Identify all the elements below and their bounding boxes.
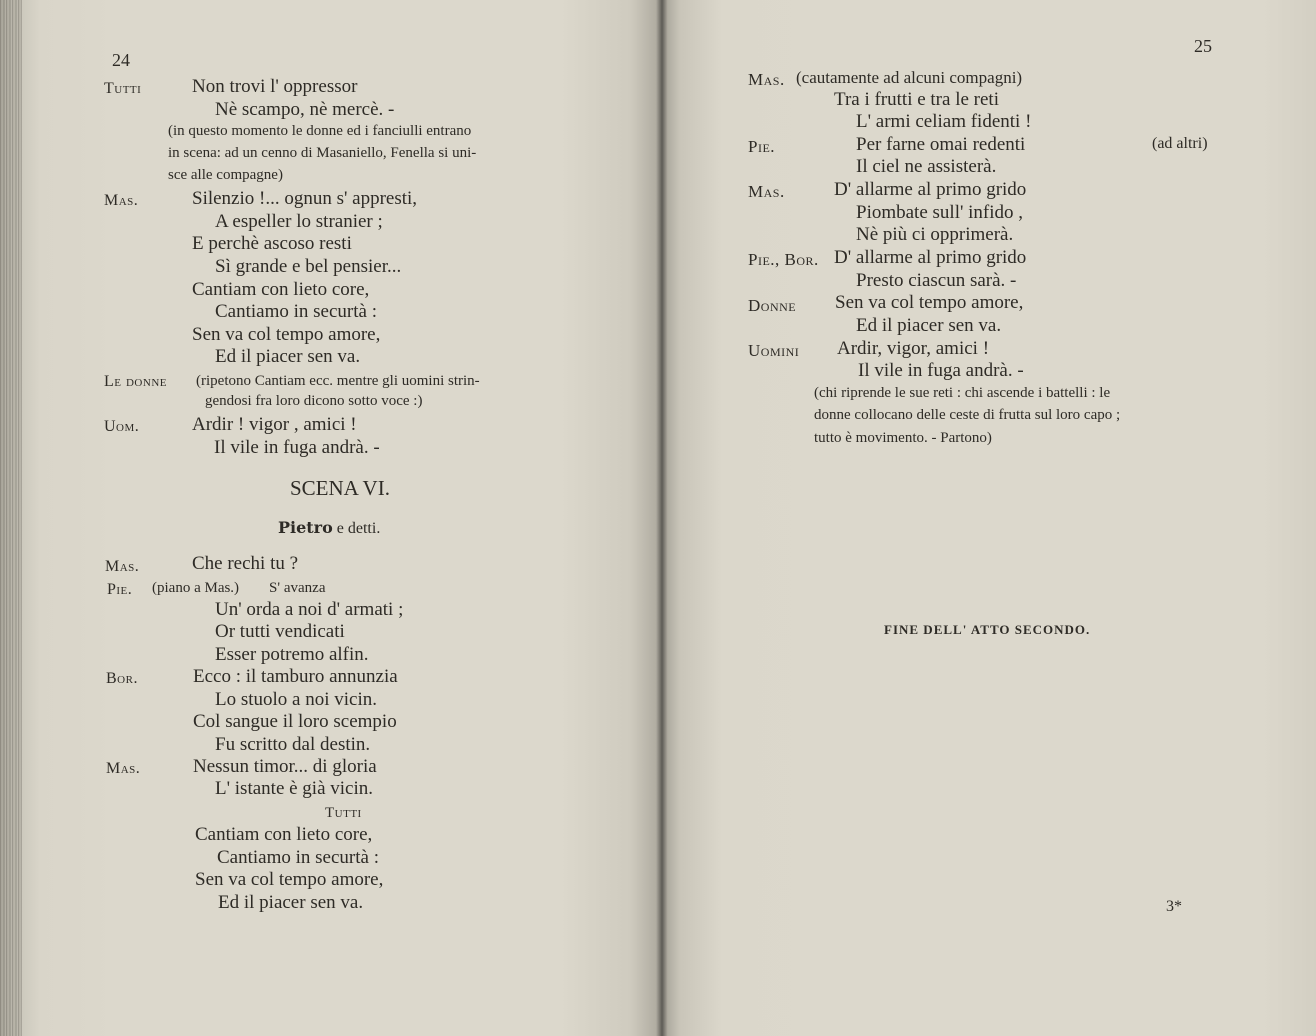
verse-line: Ecco : il tamburo annunzia [193,666,398,687]
verse-line: Ed il piacer sen va. [856,315,1002,336]
verse-line: Sen va col tempo amore, [192,324,381,345]
verse-line: Ardir, vigor, amici ! [837,338,990,359]
verse-line: L' armi celiam fidenti ! [856,111,1032,132]
speaker-label: Mas. [748,70,785,89]
speaker-label: Pie. [107,581,133,598]
speaker-label: Uom. [104,418,140,435]
book-gutter [656,0,668,1036]
verse-line: Il vile in fuga andrà. - [858,360,1024,381]
speaker-label: Bor. [106,670,138,687]
verse-line: Lo stuolo a noi vicin. [215,689,378,710]
stage-direction: (ripetono Cantiam ecc. mentre gli uomini strin- [196,373,480,389]
stage-direction: gendosi fra loro dicono sotto voce :) [205,393,423,409]
verse-line: Sen va col tempo amore, [835,292,1024,313]
verse-line: Nessun timor... di gloria [193,756,377,777]
speaker-label: Mas. [106,760,141,777]
verse-line: Per farne omai redenti [856,134,1026,155]
verse-line: Nè più ci opprimerà. [856,224,1014,245]
speaker-label: Tutti [325,805,362,821]
page-number: 25 [1194,36,1212,56]
scene-characters [278,518,380,538]
stage-direction: (piano a Mas.) S' avanza [152,580,326,596]
speaker-label: Pie. [748,137,776,156]
speaker-label: Le donne [104,373,167,390]
verse-line: Sen va col tempo amore, [195,869,384,890]
verse-line: Il vile in fuga andrà. - [214,437,380,458]
character-name: Pietro [278,518,333,537]
verse-line: Nè scampo, nè mercè. - [215,99,395,120]
stage-direction: (in questo momento le donne ed i fanciulli entrano [168,123,472,139]
verse-line: Cantiamo in securtà : [215,301,377,322]
stage-direction: (ad altri) [1152,135,1208,152]
verse-line: E perchè ascoso resti [192,233,352,254]
verse-line: D' allarme al primo grido [834,247,1027,268]
speaker-label: Uomini [748,341,800,360]
stage-direction: donne collocano delle ceste di frutta sul loro capo ; [814,407,1121,423]
verse-line: Tra i frutti e tra le reti [834,89,999,110]
verse-line: Cantiam con lieto core, [195,824,373,845]
stage-direction: sce alle compagne) [168,167,283,183]
verse-line: Cantiam con lieto core, [192,279,370,300]
verse-line: Silenzio !... ognun s' appresti, [192,188,418,209]
verse-line: A espeller lo stranier ; [215,211,383,232]
end-of-act-note: FINE DELL' ATTO SECONDO. [884,622,1091,637]
verse-line: Sì grande e bel pensier... [215,256,402,277]
speaker-label: Mas. [748,182,785,201]
verse-line: L' istante è già vicin. [215,778,374,799]
verse-line: Non trovi l' oppressor [192,76,358,97]
verse-line: Il ciel ne assisterà. [856,156,997,177]
verse-line: Esser potremo alfin. [215,644,369,665]
signature-mark: 3* [1166,898,1182,915]
verse-line: Piombate sull' infido , [856,202,1024,223]
verse-line: Ed il piacer sen va. [215,346,361,367]
verse-line: Ardir ! vigor , amici ! [192,414,357,435]
stage-direction: (cautamente ad alcuni compagni) [796,68,1023,87]
stage-direction: in scena: ad un cenno di Masaniello, Fenella si uni- [168,145,477,161]
speaker-label: Donne [748,296,797,315]
speaker-label: Tutti [104,80,142,97]
verse-line: Ed il piacer sen va. [218,892,364,913]
scene-title: SCENA VI. [290,476,390,500]
verse-line: Un' orda a noi d' armati ; [215,599,404,620]
stage-direction: (chi riprende le sue reti : chi ascende i battelli : le [814,385,1111,401]
verse-line: Col sangue il loro scempio [193,711,397,732]
speaker-label: Mas. [104,192,139,209]
character-rest: e detti. [336,520,381,537]
page-number: 24 [112,50,130,70]
verse-line: D' allarme al primo grido [834,179,1027,200]
verse-line: Or tutti vendicati [215,621,345,642]
page-edge [0,0,22,1036]
verse-line: Presto ciascun sarà. - [856,270,1017,291]
speaker-label: Mas. [105,558,140,575]
right-page [662,0,1316,1036]
bleed-through-text [520,120,524,138]
stage-direction: tutto è movimento. - Partono) [814,430,992,446]
verse-line: Fu scritto dal destin. [215,734,371,755]
speaker-label: Pie., Bor. [748,250,819,269]
verse-line: Cantiamo in securtà : [217,847,379,868]
verse-line: Che rechi tu ? [192,553,299,574]
